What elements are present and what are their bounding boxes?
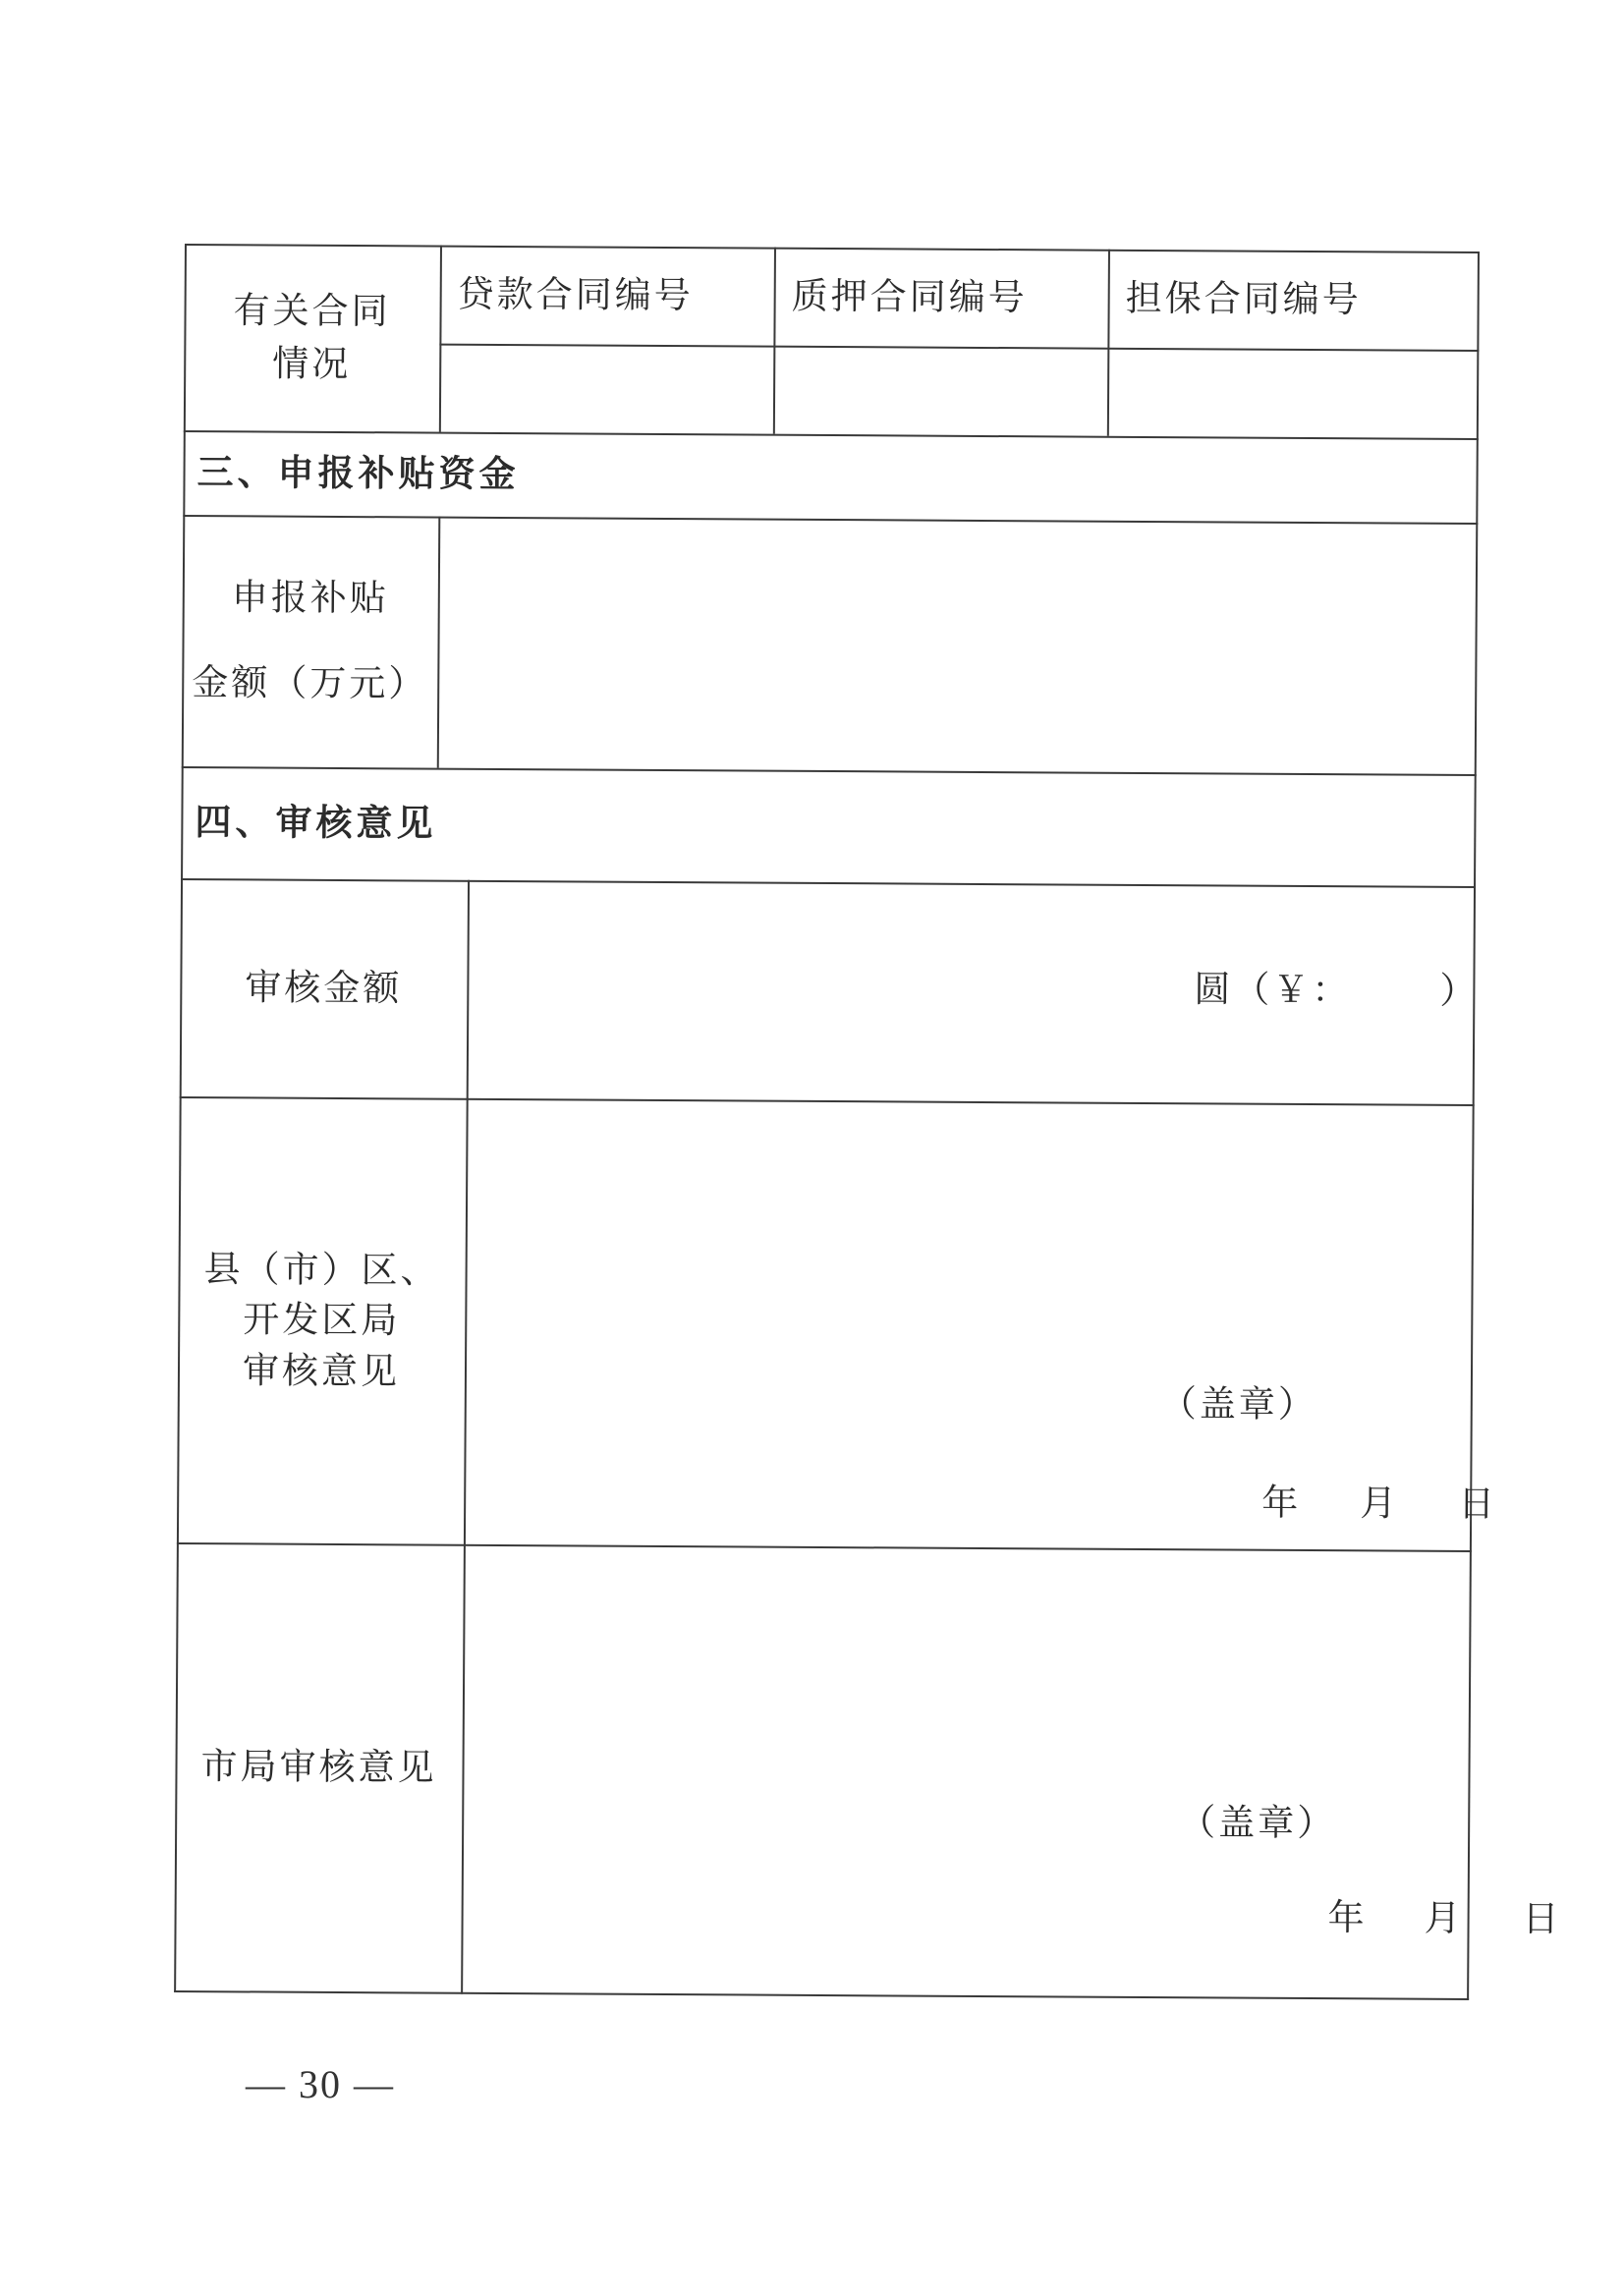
county-day-label: 日: [1458, 1482, 1498, 1526]
guarantee-contract-number-field[interactable]: [1107, 348, 1480, 438]
loan-contract-number-header: [439, 246, 774, 346]
county-review-label-line2: 开发区局: [243, 1298, 401, 1342]
section-4-title: [181, 766, 1477, 886]
county-year-label: 年: [1261, 1481, 1302, 1524]
review-amount-field[interactable]: [467, 880, 1480, 1104]
county-seal-label: （盖章）: [1159, 1382, 1317, 1427]
loan-contract-number-field[interactable]: [439, 344, 774, 434]
section-4-title-text: 四、审核意见: [195, 801, 437, 845]
county-review-label-line3: 审核意见: [242, 1348, 401, 1392]
review-amount-label-cell: [180, 878, 468, 1098]
review-amount-label: 审核金额: [245, 966, 403, 1010]
guarantee-contract-number-label: 担保合同编号: [1125, 277, 1362, 321]
page-number: — 30 —: [246, 2062, 395, 2106]
subsidy-application-form: [174, 244, 1562, 2000]
pledge-contract-number-field[interactable]: [773, 346, 1108, 436]
subsidy-amount-label-line1: 申报补贴: [231, 576, 389, 620]
guarantee-contract-number-header: [1107, 250, 1480, 350]
review-amount-close-paren: ）: [1439, 969, 1480, 1013]
loan-contract-number-label: 贷款合同编号: [457, 272, 694, 317]
contracts-label-line2: 情况: [272, 342, 352, 386]
city-month-label: 月: [1424, 1896, 1464, 1939]
city-review-opinion-field[interactable]: [461, 1544, 1562, 1998]
county-month-label: 月: [1360, 1482, 1400, 1525]
pledge-contract-number-header: [773, 248, 1108, 348]
city-year-label: 年: [1327, 1896, 1368, 1939]
subsidy-amount-label-line2: 金额（万元）: [192, 661, 428, 705]
contracts-label-line1: 有关合同: [233, 289, 391, 333]
city-day-label: 日: [1522, 1897, 1562, 1940]
city-seal-label: （盖章）: [1179, 1801, 1337, 1845]
contracts-label-cell: [184, 244, 440, 432]
review-amount-yuan: 圆（￥：: [1194, 968, 1352, 1012]
subsidy-amount-label-cell: [182, 515, 439, 768]
city-review-label-cell: [174, 1542, 464, 1992]
subsidy-amount-field[interactable]: [437, 517, 1479, 774]
city-review-label: 市局审核意见: [200, 1745, 437, 1789]
section-3-title: [183, 430, 1479, 523]
section-3-title-text: 三、申报补贴资金: [196, 451, 520, 496]
pledge-contract-number-label: 质押合同编号: [791, 274, 1028, 319]
county-review-label-cell: [177, 1096, 467, 1544]
county-review-opinion-field[interactable]: [464, 1098, 1498, 1550]
county-review-label-line1: 县（市）区、: [203, 1248, 440, 1293]
